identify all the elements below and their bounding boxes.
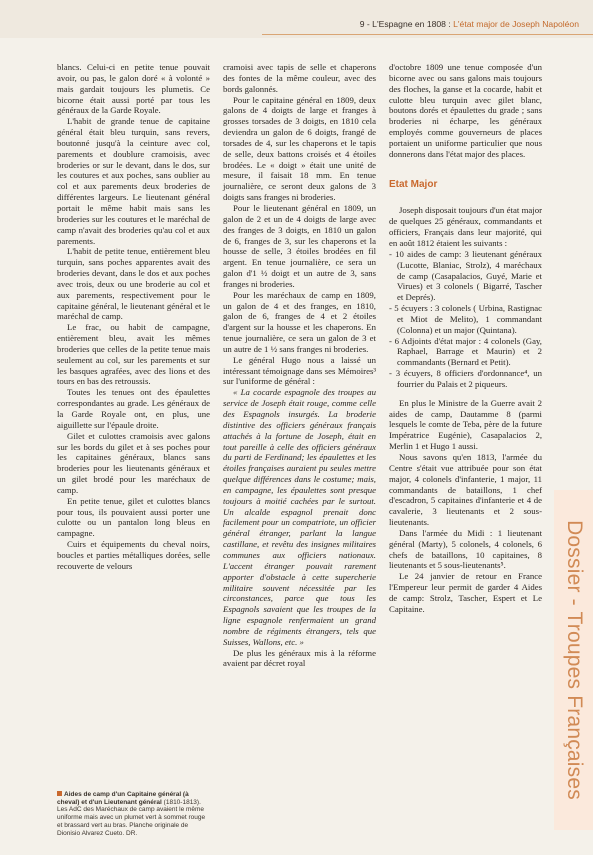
header-subtitle: L'état major de Joseph Napoléon [453, 19, 579, 29]
dossier-side-title [559, 500, 589, 820]
paragraph: Le frac, ou habit de campagne, entièrement bleu, avait les mêmes broderies que celles de la petite tenue mais seulement au col, sur les parements et sur les basques agrafées, avec des lions et des tours en bas des retroussis. [57, 322, 210, 387]
paragraph: Le général Hugo nous a laissé un intéressant témoignage dans ses Mémoires³ sur l'uniforme de général : [223, 354, 376, 387]
staff-list [389, 249, 542, 390]
paragraph: d'octobre 1809 une tenue composée d'un bicorne avec ou sans galons mais toujours des floches, la ganse et la cocarde, habit et culotte bleu turquin avec gilet blanc, boutons dorés et épaulettes du grade ; sans broderies ni écharpe, les généraux employés comme gouverneurs de places portaient un uniforme particulier que nous donnerons dans l'état major des places. [389, 62, 542, 159]
paragraph: cramoisi avec tapis de selle et chaperons des fontes de la même couleur, avec des bords galonnés. [223, 62, 376, 94]
paragraph: De plus les généraux mis à la réforme avaient par décret royal [223, 647, 376, 669]
list-item: - 3 écuyers, 8 officiers d'ordonnance⁴, un fourrier du Palais et 2 piqueurs. [389, 368, 542, 389]
list-item: - 6 Adjoints d'état major : 4 colonels (Gay, Raphael, Barrage et Maurin) et 2 commandants (Bernard et Petit). [389, 335, 542, 368]
paragraph: Nous savons qu'en 1813, l'armée du Centre s'était vue attribuée pour son état major, 4 colonels d'infanterie, 1 major, 11 commandants de bataillons, 1 chef d'escadron, 5 capitaines d'infanterie et 4 de cavalerie, 3 lieutenants et 2 sous-lieutenants. [389, 452, 542, 528]
paragraph: Gilet et culottes cramoisis avec galons sur les bords du gilet et à ses poches pour les capitaines généraux, blancs sans broderies pour les lieutenants généraux et un gilet brodé pour les maréchaux de camp. [57, 430, 210, 495]
quote-paragraph: « La cocarde espagnole des troupes au service de Joseph était rouge, comme celle des Espagnols insurgés. La broderie distintive des officiers généraux français attachés à la fortune de Joseph, était en tout pareille à celle des officiers généraux du parti de Ferdinand; les épaulettes et les étoiles françaises auraient pu seules mettre quelque différences dans le costume; mais, en campagne, les épaulettes sont presque toujours à moitié cachées par le surtout. Un alcalde espagnol prenait donc facilement pour un compatriote, un officier général étranger, parlant la langue castillane, et revêtu des insignes militaires communes aux officiers nationaux. L'accent étranger pouvait rarement apporter d'obstacle à cette supercherie militaire souvent nécessitée par les circonstances, parce que tous les Espagnols savaient que les troupes de la ligne espagnole renfermaient un grand nombre de régiments étrangers, tels que Suisses, Wallons, etc. » [223, 387, 376, 647]
text-column-2 [223, 62, 376, 669]
caption-title: Aides de camp d'un Capitaine général (à cheval) et d'un Lieutenant général [57, 791, 189, 806]
paragraph: blancs. Celui-ci en petite tenue pouvait avoir, ou pas, le galon doré « à volonté » mais gardait toujours les plumetis. Ce bicorne était aussi porté par tous les généraux de la Garde Royale. [57, 62, 210, 116]
running-header [360, 19, 579, 29]
caption-bullet-icon [57, 791, 62, 796]
text-column-1 [57, 62, 210, 572]
paragraph: Joseph disposait toujours d'un état major de quelques 25 généraux, commandants et officiers, Français dans leur majorité, qui en août 1812 étaient les suivants : [389, 205, 542, 248]
paragraph: Pour le capitaine général en 1809, deux galons de 4 doigts de large et franges à grosses torsades de 3 doigts, en 1810 cela deviendra un galon de 6 doigts, frangé de torsades de 4, sur les chaperons et le tapis de selle, deux battons croisés et 4 étoiles brodées. Le « doigt » était une unité de mesure, il faisait 18 mm. En tenue journalière, ce seront deux galons de 3 doigts sans franges ni broderies. [223, 94, 376, 203]
section-heading-etat-major: Etat Major [389, 178, 438, 190]
list-item: - 5 écuyers : 3 colonels ( Urbina, Rastignac et Miot de Melito), 1 commandant (Colonna) et un major (Quintana). [389, 303, 542, 335]
text-column-3 [389, 62, 542, 615]
paragraph: Toutes les tenues ont des épaulettes correspondantes au grade. Les généraux de la Garde Royale ont, en plus, une aiguillette sur l'épaule droite. [57, 387, 210, 430]
side-title-text: Dossier - Troupes Françaises [563, 520, 586, 800]
paragraph: Pour le lieutenant général en 1809, un galon de 2 et un de 4 doigts de large avec des franges de 3 doigts, en 1810 un galon de 6, franges de 3, sur les chaperons et la housse de selle, 3 étoiles brodées en fil argent. En tenue journalière, ce sera un galon d'1 ½ doigt et un autre de 3, sans franges ni broderies. [223, 202, 376, 289]
header-rule [262, 34, 593, 35]
caption-body: (1810-1813). Les AdC des Maréchaux de camp avaient le même uniforme mais avec un plumet vert à sommet rouge et brassard vert au bras. Planche originale de Dionisio Alvarez Cueto. DR. [57, 798, 206, 837]
paragraph: Pour les maréchaux de camp en 1809, un galon de 4 et des franges, en 1810, galon de 6, franges de 4 et 2 étoiles d'argent sur la housse et les chaperons. En tenue journalière, ce sera un galon de 3 et un autre de 1 ½ sans franges ni broderies. [223, 289, 376, 354]
paragraph: L'habit de grande tenue de capitaine général était bleu turquin, sans revers, boutonné jusqu'à la ceinture avec col, parements et doublure cramoisis, avec broderies or sur le devant, dans le dos, sur les coutures et aux poches, sans oublier au col et aux parements deux broderies de différentes largeurs. Le lieutenant général portait le même habit mais sans les broderies sur les coutures et le maréchal de camp n'avait des broderies qu'au col et aux parements. [57, 116, 210, 246]
paragraph: En petite tenue, gilet et culottes blancs pour tous, ils pouvaient aussi porter une culotte ou un pantalon long bleus en campagne. [57, 495, 210, 539]
paragraph: En plus le Ministre de la Guerre avait 2 aides de camp, Dautamme 8 (parmi lesquels le comte de Teba, père de la future Impératrice Eugénie), Casapalacios 2, Merlin 1 et Hugo 1 aussi. [389, 397, 542, 452]
paragraph: Cuirs et équipements du cheval noirs, boucles et parties métalliques dorées, selle recouverte de velours [57, 539, 210, 571]
list-item: - 10 aides de camp: 3 lieutenant généraux (Lucotte, Blaniac, Strolz), 4 maréchaux de camp (Casapalacios, Guyé, Marie et Virues) et 3 colonels ( Bigarré, Tascher et Deprés). [389, 248, 542, 303]
paragraph: Le 24 janvier de retour en France l'Empereur leur permit de garder 4 Aides de camp: Strolz, Tascher, Espert et Le Capitaine. [389, 571, 542, 614]
paragraph: L'habit de petite tenue, entièrement bleu turquin, sans poches apparentes avait des broderies devant, dans le dos et aux poches avec trois, deux ou une broderie au col et aux parements, respectivement pour le capitaine général, le lieutenant général et le maréchal de camp. [57, 246, 210, 322]
image-caption [57, 791, 207, 837]
header-section: 9 - L'Espagne en 1808 : [359, 19, 454, 29]
paragraph: Dans l'armée du Midi : 1 lieutenant général (Marty), 5 colonels, 4 colonels, 6 chefs de bataillons, 10 capitaines, 8 lieutenants et 5 sous-lieutenants⁵. [389, 527, 542, 571]
